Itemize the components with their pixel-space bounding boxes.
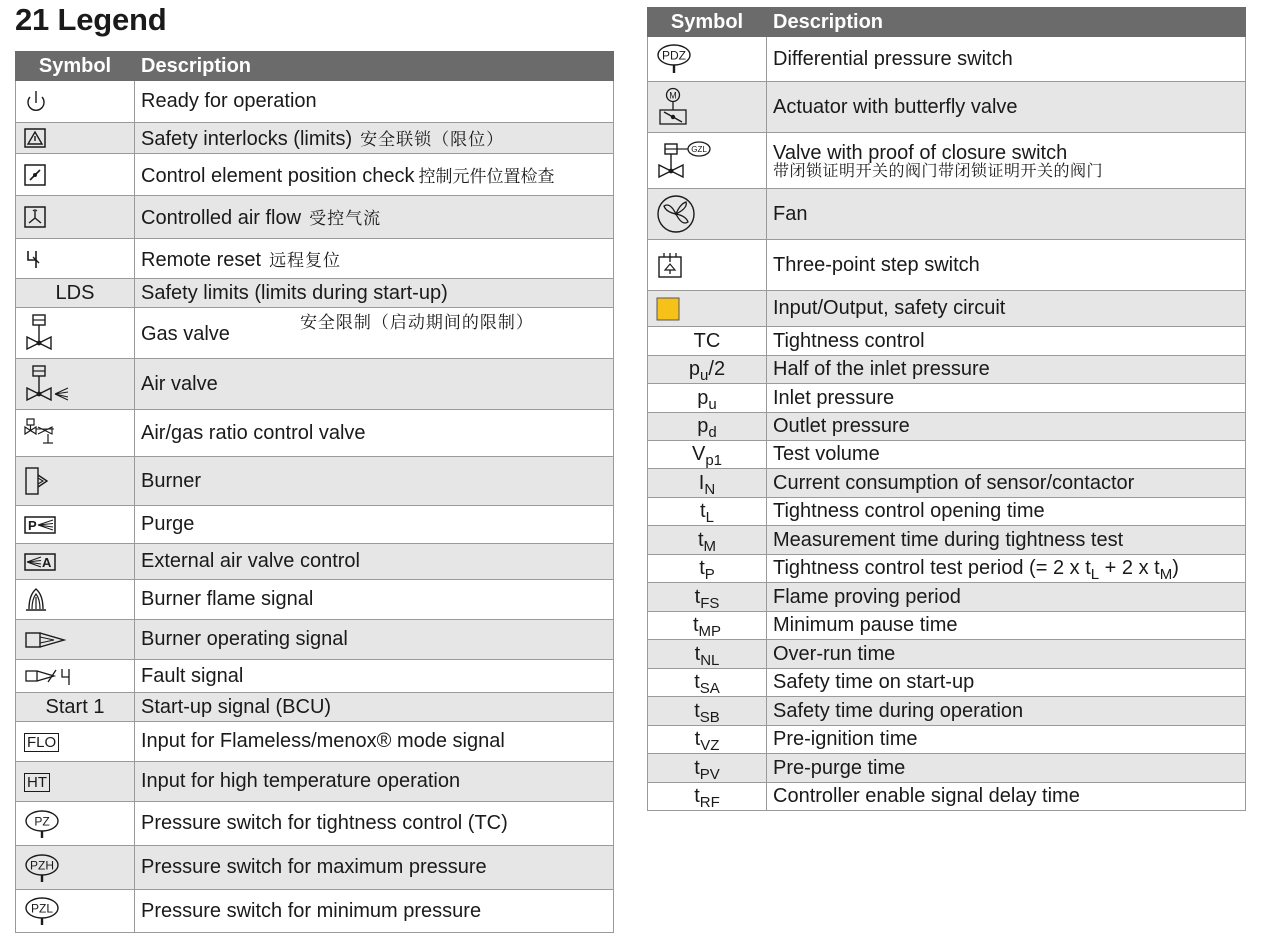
table-row (648, 413, 1246, 441)
description-cell (135, 693, 614, 722)
table-row (648, 583, 1246, 612)
table-row (16, 457, 614, 506)
symbol-cell (648, 133, 767, 189)
symbol-cell: $V_{p1}$ (648, 441, 767, 469)
description-cell (135, 359, 614, 410)
chinese-annotation: 控制元件位置检查 (418, 166, 555, 187)
description-text: Input/Output, safety circuit (773, 297, 1006, 319)
description-text: Outlet pressure (773, 415, 910, 437)
table-row (16, 660, 614, 693)
legend-table-right (647, 7, 1246, 811)
table-row (648, 783, 1246, 811)
description-text: Controlled air flow (141, 207, 302, 229)
symbol-cell (16, 802, 135, 846)
fan-icon (656, 194, 696, 234)
chinese-annotation: 带闭锁证明开关的阀门带闭锁证明开关的阀门 (773, 160, 1104, 180)
description-text: Control element position check (141, 164, 415, 187)
symbol-cell (16, 722, 135, 762)
description-cell (135, 620, 614, 660)
table-row (648, 640, 1246, 669)
description-cell (767, 356, 1246, 384)
description-text: Inlet pressure (773, 386, 895, 409)
remote-reset-icon (24, 248, 134, 270)
description-text: Fan (773, 202, 808, 225)
description-text: Pre-ignition time (773, 728, 918, 750)
description-cell (767, 498, 1246, 526)
description-cell (135, 802, 614, 846)
symbol-cell: $t_{RF}$ (648, 783, 767, 811)
table-row (648, 697, 1246, 726)
description-text: Air/gas ratio control valve (141, 421, 366, 444)
symbol-cell (16, 660, 135, 693)
description-cell (135, 506, 614, 544)
table-row (16, 846, 614, 890)
external-air-valve-icon (24, 553, 134, 571)
table-row (16, 722, 614, 762)
description-text: Input for Flameless/menox® mode signal (141, 730, 505, 752)
safety-interlock-icon (24, 128, 134, 148)
description-cell (135, 410, 614, 457)
description-text: Tightness control test period (= 2 x $t_L + 2$ x $t_M$) (773, 557, 1179, 583)
description-text: Burner (141, 469, 202, 492)
fault-signal-icon (24, 666, 134, 686)
description-cell (767, 583, 1246, 612)
pressure-switch-icon (24, 809, 62, 839)
description-cell (135, 196, 614, 239)
description-cell (135, 457, 614, 506)
symbol-cell (648, 37, 767, 82)
description-text: Minimum pause time (773, 614, 958, 636)
symbol-cell (16, 846, 135, 890)
description-column-header: Description (767, 8, 1246, 37)
description-cell (135, 154, 614, 196)
description-cell (135, 660, 614, 693)
symbol-cell (648, 291, 767, 327)
symbol-cell: $t_{SA}$ (648, 669, 767, 697)
description-cell (767, 783, 1246, 811)
symbol-cell (16, 308, 135, 359)
symbol-cell (648, 240, 767, 291)
description-text: Valve with proof of closure switch (773, 141, 1068, 164)
table-row (16, 123, 614, 154)
description-text: Purge (141, 513, 195, 535)
svg-text:PZL: PZL (30, 901, 54, 916)
svg-text:PDZ: PDZ (662, 48, 686, 63)
description-cell (767, 612, 1246, 640)
description-text: Measurement time during tightness test (773, 528, 1124, 551)
pressure-switch-min-icon (24, 896, 62, 926)
pressure-switch-max-icon (24, 853, 62, 883)
position-check-icon (24, 164, 134, 186)
description-cell (767, 669, 1246, 697)
table-row (648, 356, 1246, 384)
table-row (16, 196, 614, 239)
ht-box-icon: HT (24, 773, 50, 792)
description-text: Safety time on start-up (773, 671, 975, 693)
symbol-cell: $t_L$ (648, 498, 767, 526)
description-cell (135, 846, 614, 890)
description-cell (767, 526, 1246, 555)
description-cell (135, 762, 614, 802)
table-row (648, 37, 1246, 82)
table-row (16, 154, 614, 196)
operating-signal-icon (24, 630, 134, 650)
svg-text:PZH: PZH (30, 858, 54, 872)
table-row (648, 327, 1246, 356)
description-text: Tightness control (773, 329, 925, 352)
chinese-annotation: 安全联锁（限位） (360, 130, 505, 150)
description-cell (767, 640, 1246, 669)
table-row (16, 762, 614, 802)
symbol-cell: LDS (16, 279, 135, 308)
symbol-cell (16, 506, 135, 544)
description-text: Burner operating signal (141, 628, 348, 650)
symbol-cell: $p_u/2$ (648, 356, 767, 384)
description-text: Start-up signal (BCU) (141, 695, 332, 718)
table-row (648, 240, 1246, 291)
description-text: Differential pressure switch (773, 47, 1013, 70)
description-cell (767, 82, 1246, 133)
symbol-cell: $p_u$ (648, 384, 767, 413)
gas-valve-icon (24, 313, 134, 353)
symbol-column-header: Symbol (648, 8, 767, 37)
symbol-cell: $t_P$ (648, 555, 767, 583)
table-row (16, 279, 614, 308)
flame-signal-icon (24, 587, 134, 613)
description-cell (135, 308, 614, 359)
table-row (16, 359, 614, 410)
description-text: Pressure switch for maximum pressure (141, 856, 487, 878)
flo-box-icon: FLO (24, 733, 59, 752)
table-row (648, 526, 1246, 555)
description-cell (767, 37, 1246, 82)
symbol-cell (16, 890, 135, 933)
description-text: Gas valve (141, 323, 230, 345)
svg-text:GZL: GZL (691, 144, 707, 154)
description-cell (135, 890, 614, 933)
description-cell (767, 441, 1246, 469)
description-text: External air valve control (141, 550, 360, 572)
description-text: Flame proving period (773, 585, 961, 608)
table-row (16, 308, 614, 359)
description-text: Burner flame signal (141, 588, 314, 610)
symbol-cell (16, 544, 135, 580)
table-row (648, 612, 1246, 640)
table-row (648, 82, 1246, 133)
symbol-cell: $t_{PV}$ (648, 754, 767, 783)
symbol-cell: $t_M$ (648, 526, 767, 555)
safety-circuit-square-icon (656, 297, 682, 321)
description-text: Test volume (773, 443, 880, 465)
symbol-cell (16, 196, 135, 239)
three-point-step-icon (656, 250, 684, 280)
symbol-cell (16, 410, 135, 457)
differential-pressure-switch-icon (656, 43, 694, 75)
table-row (648, 498, 1246, 526)
symbol-cell: TC (648, 327, 767, 356)
table-row (16, 620, 614, 660)
table-row (648, 669, 1246, 697)
description-text: Three-point step switch (773, 253, 980, 276)
symbol-cell (16, 81, 135, 123)
description-column-header: Description (135, 52, 614, 81)
description-text: Fault signal (141, 664, 244, 687)
table-row (16, 81, 614, 123)
svg-text:M: M (669, 90, 677, 101)
description-cell (135, 544, 614, 580)
symbol-cell (16, 580, 135, 620)
purge-icon (24, 516, 134, 534)
svg-text:PZ: PZ (34, 814, 50, 828)
table-row (648, 469, 1246, 498)
legend-table-left (15, 51, 614, 933)
description-text: Controller enable signal delay time (773, 785, 1080, 807)
svg-text:A: A (42, 554, 52, 570)
symbol-cell (16, 123, 135, 154)
description-cell (767, 555, 1246, 583)
symbol-cell: $I_N$ (648, 469, 767, 498)
description-cell (135, 81, 614, 123)
table-row (16, 693, 614, 722)
table-row (648, 441, 1246, 469)
chinese-annotation: 受控气流 (309, 209, 382, 229)
symbol-cell (16, 620, 135, 660)
chinese-annotation: 安全限制（启动期间的限制） (299, 313, 534, 333)
table-row (16, 410, 614, 457)
table-row (648, 555, 1246, 583)
table-row (16, 580, 614, 620)
chinese-annotation: 远程复位 (269, 250, 342, 271)
description-text: Pre-purge time (773, 756, 906, 779)
ratio-valve-icon (24, 418, 134, 448)
description-cell (135, 123, 614, 154)
symbol-cell: $t_{VZ}$ (648, 726, 767, 754)
description-text: Pressure switch for tightness control (TC) (141, 812, 508, 834)
description-text: Safety limits (limits during start-up) (141, 281, 448, 304)
table-row (16, 802, 614, 846)
symbol-cell: $t_{MP}$ (648, 612, 767, 640)
table-row (16, 890, 614, 933)
symbol-cell: $t_{NL}$ (648, 640, 767, 669)
air-valve-icon (24, 364, 134, 404)
table-row (16, 544, 614, 580)
symbol-cell: $p_d$ (648, 413, 767, 441)
svg-text:P: P (28, 517, 37, 533)
description-cell (135, 239, 614, 279)
description-cell (767, 133, 1246, 189)
table-row (648, 754, 1246, 783)
description-text: Air valve (141, 372, 218, 395)
air-flow-icon (24, 206, 134, 228)
description-cell (767, 413, 1246, 441)
description-cell (135, 722, 614, 762)
description-cell (767, 697, 1246, 726)
description-text: Safety time during operation (773, 699, 1024, 722)
table-row (648, 291, 1246, 327)
table-row (648, 133, 1246, 189)
description-text: Half of the inlet pressure (773, 358, 990, 380)
description-cell (135, 580, 614, 620)
table-row (648, 726, 1246, 754)
description-text: Remote reset (141, 248, 262, 271)
table-header (16, 52, 614, 81)
description-text: Tightness control opening time (773, 500, 1045, 522)
symbol-column-header: Symbol (16, 52, 135, 81)
valve-proof-closure-icon (656, 141, 714, 181)
description-cell (767, 469, 1246, 498)
description-cell (767, 754, 1246, 783)
description-text: Pressure switch for minimum pressure (141, 899, 482, 922)
description-text: Input for high temperature operation (141, 770, 461, 792)
table-header (648, 8, 1246, 37)
burner-icon (24, 466, 134, 496)
description-text: Actuator with butterfly valve (773, 95, 1018, 118)
table-row (16, 239, 614, 279)
description-text: Current consumption of sensor/contactor (773, 471, 1135, 494)
description-cell (767, 327, 1246, 356)
symbol-cell (648, 82, 767, 133)
symbol-cell (16, 154, 135, 196)
table-row (16, 506, 614, 544)
symbol-cell (16, 457, 135, 506)
table-row (648, 384, 1246, 413)
description-cell (767, 384, 1246, 413)
description-text: Ready for operation (141, 90, 317, 112)
symbol-cell (16, 359, 135, 410)
page-title: 21 Legend (15, 2, 167, 37)
description-text: Over-run time (773, 642, 896, 665)
symbol-cell (16, 762, 135, 802)
symbol-cell: $t_{FS}$ (648, 583, 767, 612)
description-cell (767, 240, 1246, 291)
description-cell (767, 291, 1246, 327)
actuator-butterfly-icon (656, 87, 690, 127)
table-row (648, 189, 1246, 240)
description-cell (135, 279, 614, 308)
symbol-cell: Start 1 (16, 693, 135, 722)
symbol-cell (16, 239, 135, 279)
description-text: Safety interlocks (limits) (141, 128, 353, 150)
symbol-cell: $t_{SB}$ (648, 697, 767, 726)
description-cell (767, 189, 1246, 240)
symbol-cell (648, 189, 767, 240)
power-icon (24, 89, 134, 115)
description-cell (767, 726, 1246, 754)
